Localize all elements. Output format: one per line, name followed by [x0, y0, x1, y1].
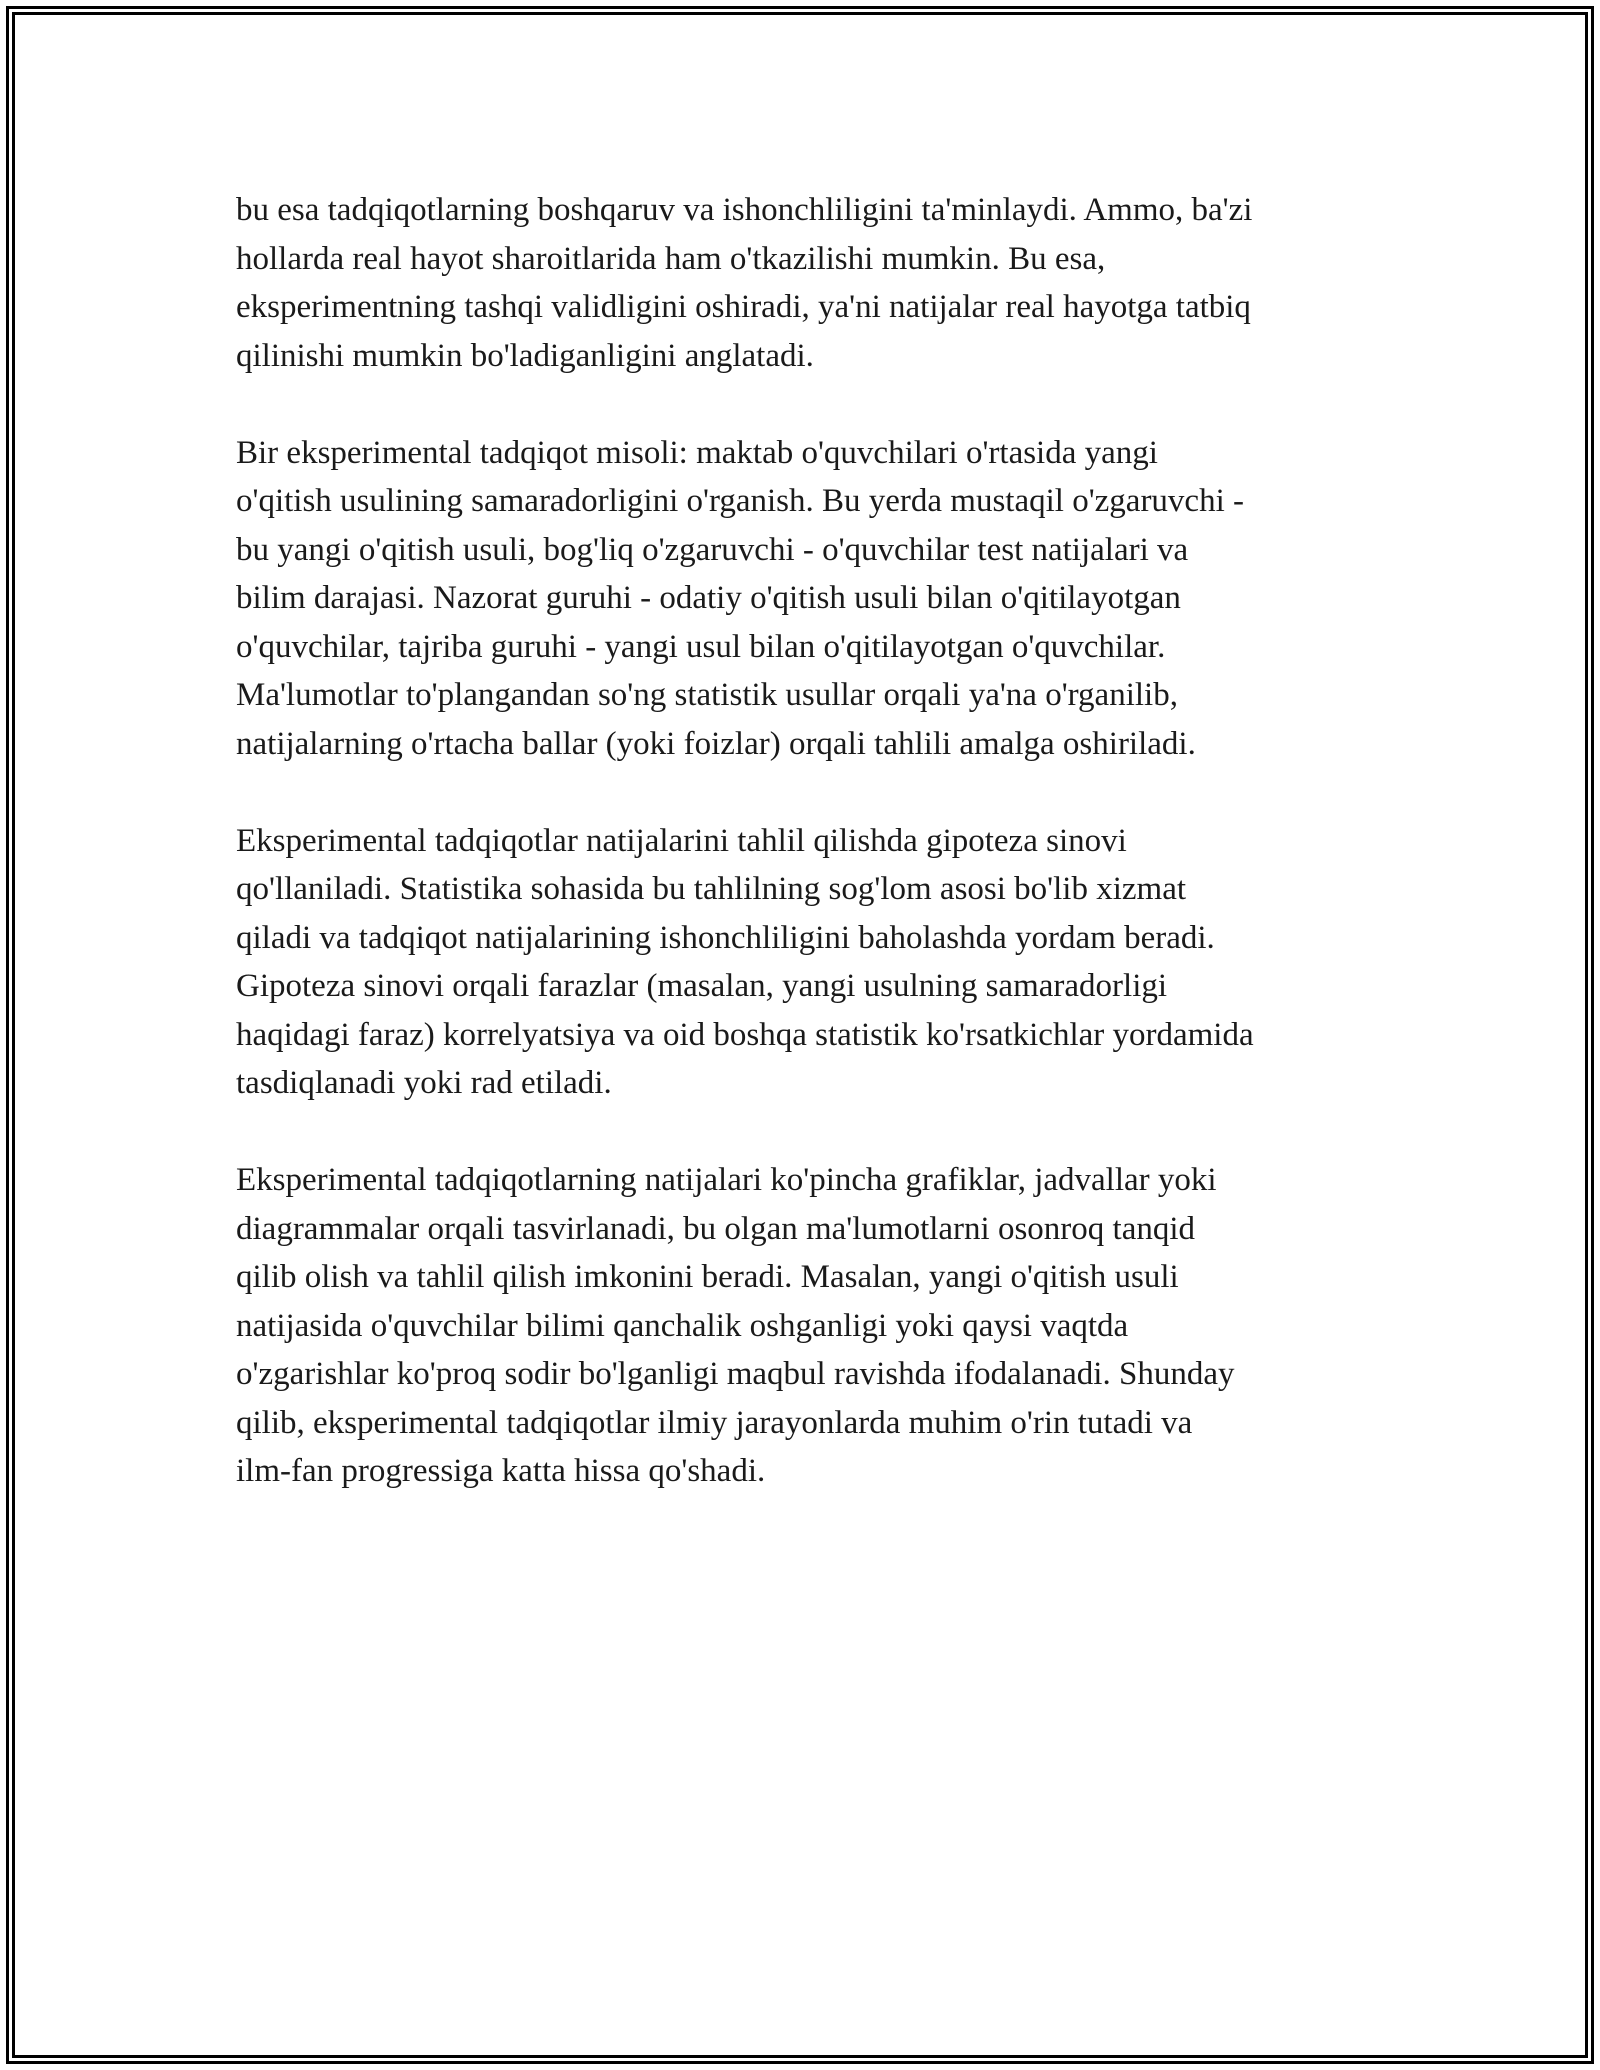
text-line: qilib olish va tahlil qilish imkonini beradi. Masalan, yangi o'qitish usuli — [236, 1259, 1179, 1295]
paragraph — [236, 817, 1376, 1108]
text-line: Eksperimental tadqiqotlar natijalarini tahlil qilishda gipoteza sinovi — [236, 822, 1127, 859]
text-line: o'zgarishlar ko'proq sodir bo'lganligi maqbul ravishda ifodalanadi. Shunday — [236, 1356, 1235, 1392]
text-line: bu esa tadqiqotlarning boshqaruv va ishonchliligini ta'minlaydi. Ammo, ba'zi — [236, 192, 1253, 228]
text-line: qilib, eksperimental tadqiqotlar ilmiy jarayonlarda muhim o'rin tutadi va — [236, 1404, 1193, 1441]
text-line: qilinishi mumkin bo'ladiganligini anglatadi. — [236, 337, 814, 374]
text-line: Eksperimental tadqiqotlarning natijalari ko'pincha grafiklar, jadvallar yoki — [236, 1162, 1217, 1198]
text-line: o'qitish usulining samaradorligini o'rganish. Bu yerda mustaqil o'zgaruvchi - — [236, 483, 1244, 519]
paragraph — [236, 186, 1376, 380]
text-line: qo'llaniladi. Statistika sohasida bu tahlilning sog'lom asosi bo'lib xizmat — [236, 871, 1187, 907]
text-line: diagrammalar orqali tasvirlanadi, bu olgan ma'lumotlarni osonroq tanqid — [236, 1210, 1196, 1247]
text-line: Bir eksperimental tadqiqot misoli: maktab o'quvchilari o'rtasida yangi — [236, 434, 1158, 471]
text-line: haqidagi faraz) korrelyatsiya va oid boshqa statistik ko'rsatkichlar yordamida — [236, 1016, 1254, 1053]
text-line: bilim darajasi. Nazorat guruhi - odatiy o'qitish usuli bilan o'qitilayotgan — [236, 580, 1181, 616]
text-line: Gipoteza sinovi orqali farazlar (masalan, yangi usulning samaradorligi — [236, 968, 1168, 1004]
text-line: bu yangi o'qitish usuli, bog'liq o'zgaruvchi - o'quvchilar test natijalari va — [236, 531, 1189, 568]
text-line: Ma'lumotlar to'plangandan so'ng statistik usullar orqali ya'na o'rganilib, — [236, 677, 1178, 713]
text-line: qiladi va tadqiqot natijalarining ishonchliligini baholashda yordam beradi. — [236, 919, 1215, 956]
text-line: o'quvchilar, tajriba guruhi - yangi usul bilan o'qitilayotgan o'quvchilar. — [236, 628, 1166, 665]
text-line: natijasida o'quvchilar bilimi qanchalik oshganligi yoki qaysi vaqtda — [236, 1307, 1129, 1344]
text-line: eksperimentning tashqi validligini oshiradi, ya'ni natijalar real hayotga tatbiq — [236, 289, 1251, 325]
text-line: tasdiqlanadi yoki rad etiladi. — [236, 1065, 612, 1101]
document-body — [236, 186, 1376, 1544]
text-line: ilm-fan progressiga katta hissa qo'shadi. — [236, 1453, 766, 1489]
text-line: hollarda real hayot sharoitlarida ham o'tkazilishi mumkin. Bu esa, — [236, 240, 1106, 277]
paragraph — [236, 429, 1376, 769]
paragraph — [236, 1156, 1376, 1496]
text-line: natijalarning o'rtacha ballar (yoki foizlar) orqali tahlili amalga oshiriladi. — [236, 725, 1196, 762]
